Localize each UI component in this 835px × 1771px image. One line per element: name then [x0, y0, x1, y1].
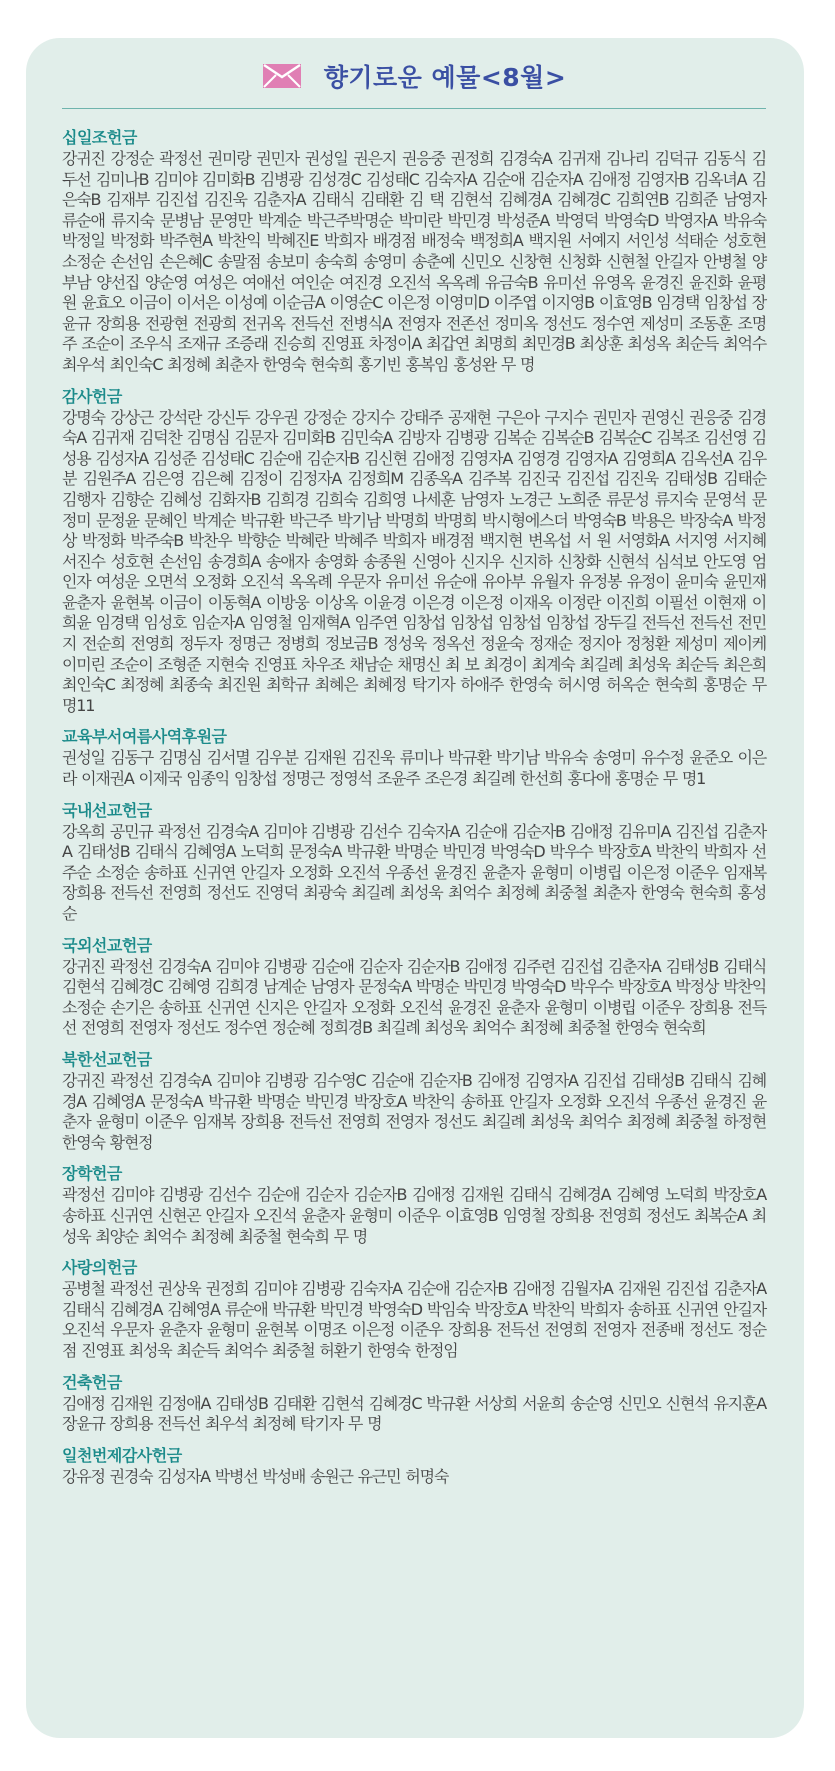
section-title: 일천번제감사헌금 [62, 1445, 182, 1465]
offering-card [26, 38, 804, 1738]
section-education-support [62, 726, 766, 789]
donor-names: 강귀진 곽정선 김경숙A 김미야 김병광 김수영C 김순애 김순자B 김애정 김영자A 김진섭 김태성B 김태식 김혜경A 김혜영A 문정숙A 박규환 박명순 박민경 박장호A 박찬익 송하표 안길자 오정화 오진석 우종선 윤경진 윤춘자 윤형미 이준우 임재복 장희용 전득선 전영희 전영자 정선도 최길례 최성욱 최억수 최정혜 최중철 하정현 한영숙 황현정 [62, 1070, 766, 1152]
donor-names: 강유정 권경숙 김성자A 박병선 박성배 송원근 유근민 허명숙 [62, 1466, 449, 1486]
section-love-offering [62, 1257, 766, 1361]
section-title: 국내선교헌금 [62, 800, 152, 820]
section-thanksgiving [62, 386, 766, 717]
donor-names: 강귀진 강정순 곽정선 권미랑 권민자 권성일 권은지 권응중 권정희 김경숙A 김귀재 김나리 김덕규 김동식 김두선 김미나B 김미야 김미화B 김병광 김성경C 김성태C 김숙자A 김순애 김순자A 김애정 김영자B 김옥녀A 김은숙B 김재부 김진섭 김진욱 김춘자A 김태식 김태환 김 택 김현석 김혜경A 김혜경C 김희연B 김희준 남영자 류순애 류지숙 문병남 문영만 박계순 박근주박명순 박미란 박민경 박성준A 박영덕 박영숙D 박영자A 박유숙 박정일 박정화 박주현A 박찬익 박혜진E 박희자 배경점 배정숙 백정희A 백지원 서예지 서인성 석태순 성호현 소정순 손선임 손은혜C 송말점 송보미 송숙희 송영미 송춘예 신민오 신창현 신청화 신현철 안길자 안병철 양부남 양선집 양순영 여성은 여애선 여인순 여진경 오진석 옥옥례 유금숙B 유미선 유영옥 윤경진 윤진화 윤평원 윤효오 이금이 이서은 이성예 이순금A 이영순C 이은정 이영미D 이주엽 이지영B 이효영B 임경택 임창섭 장윤규 장희용 전광현 전광희 전귀옥 전득선 전병식A 전영자 전존선 정미옥 정선도 정수연 제성미 조동훈 조명주 조순이 조우식 조재규 조증래 진승희 진영표 차정이A 최갑연 최명희 최민경B 최상훈 최성옥 최순득 최억수 최우석 최인숙C 최정혜 최춘자 한영숙 현숙희 홍기빈 홍복임 홍성완 무 명 [62, 149, 766, 374]
section-tithe [62, 127, 766, 376]
section-title: 북한선교헌금 [62, 1049, 152, 1069]
section-scholarship [62, 1163, 766, 1247]
section-building-fund [62, 1372, 766, 1435]
section-title: 국외선교헌금 [62, 935, 152, 955]
donor-names: 강명숙 강상근 강석란 강신두 강우권 강정순 강지수 강태주 공재현 구은아 구지수 권민자 권영신 권응중 김경숙A 김귀재 김덕찬 김명심 김문자 김미화B 김민숙A 김방자 김병광 김복순 김복순B 김복순C 김복조 김선영 김성용 김성자A 김성준 김성태C 김순애 김순자B 김신현 김애정 김영자A 김영경 김영자A 김영희A 김옥선A 김우분 김원주A 김은영 김은혜 김정이 김정자A 김정희M 김종옥A 김주복 김진국 김진섭 김진욱 김태성B 김태순 김행자 김향순 김혜성 김화자B 김희경 김희숙 김희영 나세훈 남영자 노경근 노희준 류문성 류지숙 문영석 문정미 문정윤 문혜인 박계순 박규환 박근주 박기남 박명희 박명희 박시형에스더 박영숙B 박용은 박장숙A 박정상 박정화 박주숙B 박찬우 박향순 박혜란 박혜주 박희자 배경점 백지현 변옥섭 서 원 서영화A 서지영 서지혜 서진수 성호현 손선임 송경희A 송애자 송영화 송종원 신영아 신지우 신지하 신창화 신현석 심석보 안도영 엄인자 여성운 오면석 오정화 오진석 옥옥례 우문자 유미선 유순애 유아부 유월자 유정봉 유정이 윤미숙 윤민재 윤춘자 윤현복 이금이 이동혁A 이방웅 이상옥 이윤경 이은경 이은정 이재옥 이정란 이진희 이필선 이현재 이희윤 임경택 임성호 임순자A 임영철 임재혁A 임주연 임창섭 임창섭 임창섭 임창섭 장두길 전득선 전득선 전민지 전순희 전영희 정두자 정명근 정병희 정보금B 정성욱 정옥선 정윤숙 정재순 정지아 정청환 제성미 제이케이미린 조순이 조형준 지현숙 진영표 차우조 채남순 채명신 최 보 최경이 최계숙 최길례 최성욱 최순득 최은희 최인숙C 최정혜 최종숙 최진원 최학규 최혜은 최혜정 탁기자 하애주 한영숙 허시영 허옥순 현숙희 홍명순 무명11 [62, 407, 766, 715]
section-title: 건축헌금 [62, 1372, 122, 1392]
donor-names: 권성일 김동구 김명심 김서멸 김우분 김재원 김진욱 류미나 박규환 박기남 박유숙 송영미 유수정 윤준오 이은라 이재권A 이제국 임종익 임창섭 정명근 정영석 조윤주 조은경 최길례 한선희 홍다애 홍명순 무 명1 [62, 748, 766, 789]
page-title: 향기로운 예물<8월> [323, 63, 567, 92]
section-north-korea-mission [62, 1049, 766, 1153]
section-title: 감사헌금 [62, 386, 122, 406]
section-foreign-mission [62, 935, 766, 1039]
section-domestic-mission [62, 800, 766, 925]
donor-names: 곽정선 김미야 김병광 김선수 김순애 김순자 김순자B 김애정 김재원 김태식 김혜경A 김혜영 노덕희 박장호A 송하표 신귀연 신현곤 안길자 오진석 윤춘자 윤형미 이준우 이효영B 임영철 장희용 전영희 정선도 최복순A 최성욱 최양순 최억수 최정혜 최중철 현숙희 무 명 [62, 1185, 766, 1246]
donor-names: 강옥희 공민규 곽정선 김경숙A 김미야 김병광 김선수 김숙자A 김순애 김순자B 김애정 김유미A 김진섭 김춘자A 김태성B 김태식 김혜영A 노덕희 문정숙A 박규환 박명순 박민경 박영숙D 박우수 박장호A 박찬익 박희자 선주순 소정순 송하표 신귀연 안길자 오정화 오진석 우종선 윤경진 윤춘자 윤형미 이병립 이은정 이준우 임재복 장희용 전득선 전영희 정선도 진영덕 최광숙 최길례 최성욱 최억수 최정혜 최중철 최춘자 한영숙 현숙희 홍성순 [62, 821, 766, 923]
header [62, 54, 766, 109]
donor-names: 강귀진 곽정선 김경숙A 김미야 김병광 김순애 김순자 김순자B 김애정 김주련 김진섭 김춘자A 김태성B 김태식 김현석 김혜경C 김혜영 김희경 남계순 남영자 문정숙A 박명순 박민경 박영숙D 박우수 박장호A 박정상 박찬익 소정순 손기은 송하표 신귀연 신지은 안길자 오정화 오진석 윤경진 윤춘자 윤형미 이병립 이준우 장희용 전득선 전영희 전영자 정선도 정수연 정순혜 정희경B 최길례 최성욱 최억수 최정혜 최중철 한영숙 현숙희 [62, 956, 766, 1038]
donor-names: 공병철 곽정선 권상욱 권정희 김미야 김병광 김숙자A 김순애 김순자B 김애정 김월자A 김재원 김진섭 김춘자A 김태식 김혜경A 김혜영A 류순애 박규환 박민경 박영숙D 박임숙 박장호A 박찬익 박희자 송하표 신귀연 안길자 오진석 우문자 윤춘자 윤형미 윤현복 이명조 이은정 이준우 장희용 전득선 전영희 전영자 전종배 정선도 정순점 진영표 최성욱 최순득 최억수 최중철 허환기 한영숙 한정임 [62, 1279, 766, 1360]
donor-names: 김애정 김재원 김정애A 김태성B 김태환 김현석 김혜경C 박규환 서상희 서윤희 송순영 신민오 신현석 유지훈A 장윤규 장희용 전득선 최우석 최정혜 탁기자 무 명 [62, 1393, 766, 1434]
section-title: 교육부서여름사역후원금 [62, 727, 227, 747]
envelope-icon [262, 63, 302, 89]
section-title: 십일조헌금 [62, 128, 137, 147]
section-title: 장학헌금 [62, 1164, 122, 1184]
section-thousand-offering [62, 1445, 766, 1488]
section-title: 사랑의헌금 [62, 1258, 137, 1278]
